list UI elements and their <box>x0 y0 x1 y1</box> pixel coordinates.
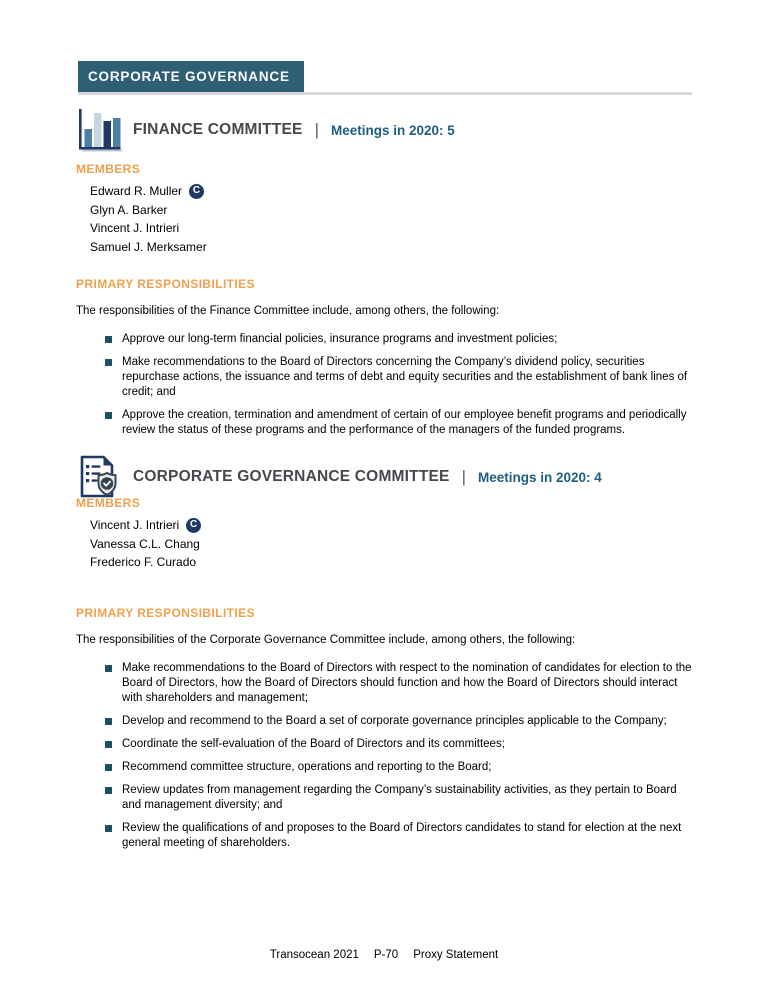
member-row <box>90 535 768 554</box>
checklist-shield-icon <box>76 454 122 500</box>
responsibilities-list <box>0 332 768 438</box>
member-name: Frederico F. Curado <box>90 555 197 569</box>
member-name: Glyn A. Barker <box>90 202 168 217</box>
members-heading: MEMBERS <box>76 496 141 510</box>
member-row <box>90 219 768 238</box>
page-footer <box>0 949 768 961</box>
chair-badge: C <box>186 518 201 533</box>
list-item-text: Review updates from management regarding the Company’s sustainability activities, as they pertain to Board and management diversity; and <box>122 783 677 811</box>
list-item <box>105 355 694 400</box>
footer-page-number: P-70 <box>373 949 399 961</box>
footer-company: Transocean 2021 <box>269 949 359 961</box>
member-name: Vanessa C.L. Chang <box>90 536 200 551</box>
title-divider: | <box>461 467 467 486</box>
members-heading: MEMBERS <box>76 162 141 176</box>
list-item <box>105 332 694 347</box>
responsibilities-heading: PRIMARY RESPONSIBILITIES <box>76 605 255 620</box>
chair-badge: C <box>189 184 204 199</box>
responsibilities-heading: PRIMARY RESPONSIBILITIES <box>76 277 255 291</box>
list-item <box>105 408 694 438</box>
section-banner: CORPORATE GOVERNANCE <box>78 61 304 92</box>
list-item-text: Make recommendations to the Board of Directors concerning the Company’s dividend policy, securities repurchase actions, the issuance and terms of debt and equity securities and the establishment of bank lines of credit; and <box>122 356 688 398</box>
footer-document-label: Proxy Statement <box>413 949 499 961</box>
square-bullet-icon <box>105 825 112 832</box>
member-row <box>90 238 768 257</box>
member-row <box>90 516 768 535</box>
list-item <box>105 661 694 706</box>
member-row <box>90 182 768 201</box>
square-bullet-icon <box>105 787 112 794</box>
finance-committee-header <box>76 108 768 152</box>
square-bullet-icon <box>105 718 112 725</box>
list-item <box>105 714 694 729</box>
meetings-count-label: Meetings in 2020: 4 <box>478 469 602 485</box>
list-item-text: Make recommendations to the Board of Directors with respect to the nomination of candidates for election to the Board of Directors, how the Board of Directors should function and how the Board of Directors should interact with shareholders and management; <box>122 661 692 704</box>
square-bullet-icon <box>105 741 112 748</box>
committee-title: CORPORATE GOVERNANCE COMMITTEE <box>133 468 450 485</box>
members-list <box>0 516 768 572</box>
responsibilities-list <box>0 661 768 851</box>
list-item-text: Review the qualifications of and proposes to the Board of Directors candidates to stand for election at the next general meeting of shareholders. <box>122 821 682 849</box>
square-bullet-icon <box>105 412 112 419</box>
list-item-text: Develop and recommend to the Board a set of corporate governance principles applicable to the Company; <box>122 714 667 727</box>
list-item-text: Coordinate the self-evaluation of the Board of Directors and its committees; <box>122 737 505 750</box>
square-bullet-icon <box>105 764 112 771</box>
title-divider: | <box>314 120 320 139</box>
square-bullet-icon <box>105 665 112 672</box>
divider-line <box>78 92 692 95</box>
list-item <box>105 737 694 752</box>
member-row <box>90 553 768 572</box>
member-name: Vincent J. Intrieri <box>90 518 180 532</box>
list-item <box>105 783 694 813</box>
responsibilities-intro: The responsibilities of the Corporate Governance Committee include, among others, the following: <box>76 633 576 646</box>
responsibilities-intro: The responsibilities of the Finance Committee include, among others, the following: <box>76 305 500 317</box>
bar-chart-icon <box>76 108 122 152</box>
governance-committee-section <box>0 456 768 851</box>
member-name: Edward R. Muller <box>90 184 183 198</box>
members-list <box>0 182 768 256</box>
member-name: Samuel J. Merksamer <box>90 239 207 254</box>
list-item-text: Approve the creation, termination and amendment of certain of our employee benefit programs and periodically review the status of these programs and the performance of the managers of the funded programs. <box>122 409 687 436</box>
list-item-text: Recommend committee structure, operations and reporting to the Board; <box>122 760 492 773</box>
list-item-text: Approve our long-term financial policies, insurance programs and investment policies; <box>122 333 558 345</box>
square-bullet-icon <box>105 359 112 366</box>
meetings-count-label: Meetings in 2020: 5 <box>331 122 455 138</box>
committee-title: FINANCE COMMITTEE <box>133 121 303 138</box>
governance-committee-header <box>76 456 768 498</box>
member-name: Vincent J. Intrieri <box>90 221 180 235</box>
member-row <box>90 201 768 220</box>
list-item <box>105 760 694 775</box>
finance-committee-section <box>0 108 768 438</box>
list-item <box>105 821 694 851</box>
square-bullet-icon <box>105 336 112 343</box>
